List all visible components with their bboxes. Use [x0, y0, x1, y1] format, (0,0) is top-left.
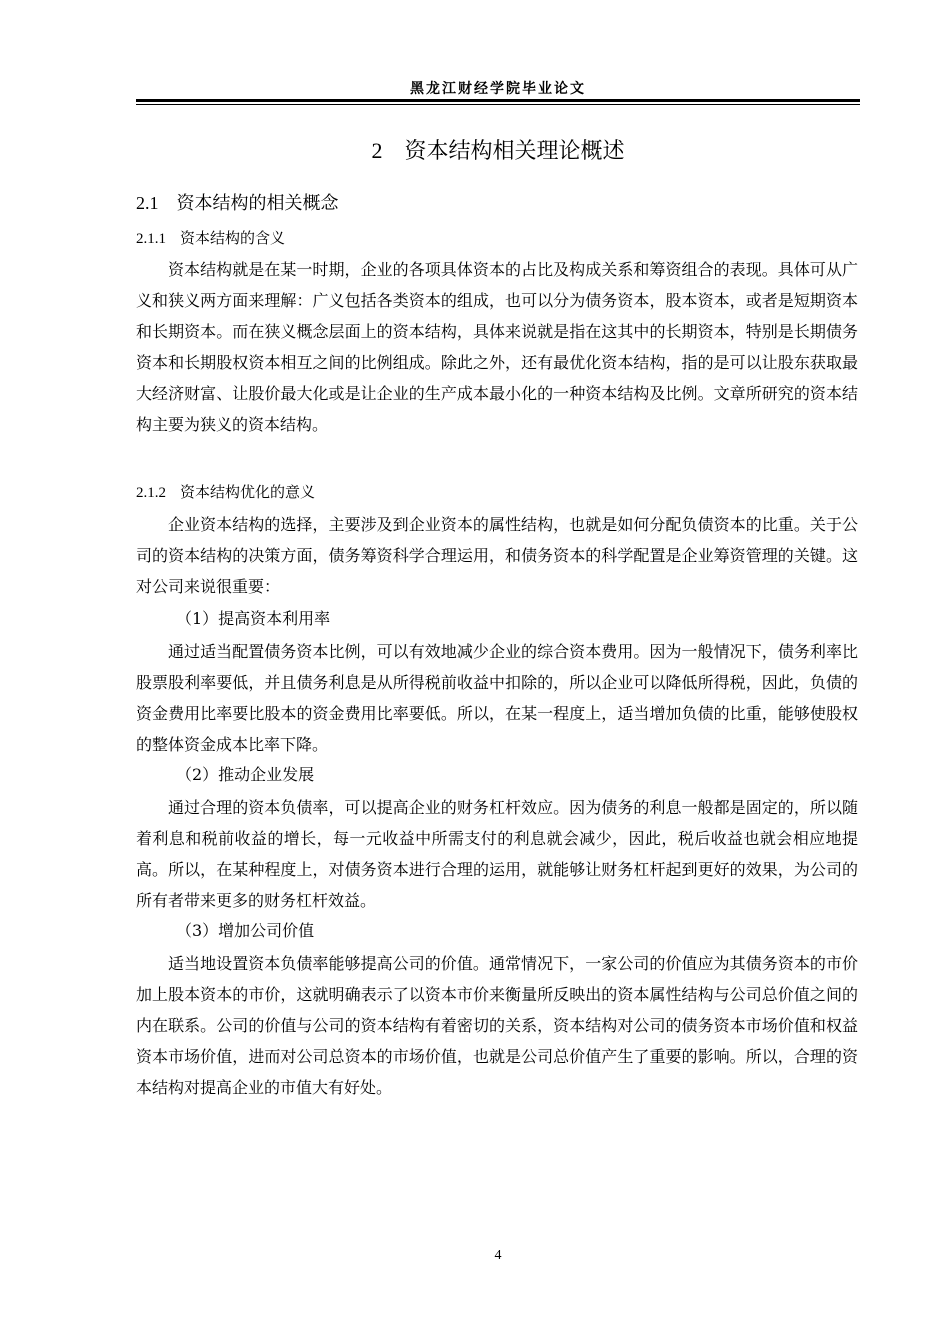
paragraph-optimization-intro: 企业资本结构的选择，主要涉及到企业资本的属性结构，也就是如何分配负债资本的比重。关于公司的资本结构的决策方面，债务筹资科学合理运用，和债务资本的科学配置是企业筹资管理的关键。这对公司来说很重要： [136, 515, 858, 596]
running-header: 黑龙江财经学院毕业论文 [410, 81, 586, 97]
subsection-title: 资本结构优化的意义 [180, 483, 316, 501]
section-title: 资本结构的相关概念 [176, 193, 339, 214]
chapter-title-text: 资本结构相关理论概述 [404, 139, 625, 164]
subsection-number: 2.1.2 [136, 485, 166, 501]
item-heading-3: （3）增加公司价值 [176, 921, 315, 940]
item-heading-2: （2）推动企业发展 [176, 765, 315, 784]
subsection-heading-2-1-2 [136, 481, 315, 502]
paragraph-item-2: 通过合理的资本负债率，可以提高企业的财务杠杆效应。因为债务的利息一般都是固定的，所以随着利息和税前收益的增长，每一元收益中所需支付的利息就会减少，因此，税后收益也就会相应地提高。所以，在某种程度上，对债务资本进行合理的运用，就能够让财务杠杆起到更好的效果，为公司的所有者带来更多的财务杠杆效益。 [136, 798, 858, 910]
subsection-number: 2.1.1 [136, 231, 166, 247]
chapter-title [136, 134, 860, 165]
paragraph-item-3: 适当地设置资本负债率能够提高公司的价值。通常情况下，一家公司的价值应为其债务资本的市价加上股本资本的市价，这就明确表示了以资本市价来衡量所反映出的资本属性结构与公司总价值之间的内在联系。公司的价值与公司的资本结构有着密切的关系，资本结构对公司的债务资本市场价值和权益资本市场价值，进而对公司总资本的市场价值，也就是公司总价值产生了重要的影响。所以，合理的资本结构对提高企业的市值大有好处。 [136, 954, 858, 1097]
section-number: 2.1 [136, 193, 159, 213]
paragraph-capital-structure-meaning: 资本结构就是在某一时期，企业的各项具体资本的占比及构成关系和筹资组合的表现。具体可从广义和狭义两方面来理解：广义包括各类资本的组成，也可以分为债务资本，股本资本，或者是短期资本和长期资本。而在狭义概念层面上的资本结构，具体来说就是指在这其中的长期资本，特别是长期债务资本和长期股权资本相互之间的比例组成。除此之外，还有最优化资本结构，指的是可以让股东获取最大经济财富、让股价最大化或是让企业的生产成本最小化的一种资本结构及比例。文章所研究的资本结构主要为狭义的资本结构。 [136, 260, 858, 434]
paragraph-item-1: 通过适当配置债务资本比例，可以有效地减少企业的综合资本费用。因为一般情况下，债务利率比股票股利率要低，并且债务利息是从所得税前收益中扣除的，所以企业可以降低所得税，因此，负债的资金费用比率要比股本的资金费用比率要低。所以，在某一程度上，适当增加负债的比重，能够使股权的整体资金成本比率下降。 [136, 642, 858, 754]
subsection-heading-2-1-1 [136, 227, 285, 248]
item-heading-1: （1）提高资本利用率 [176, 609, 331, 628]
header-rule-thick [136, 99, 860, 102]
page-number: 4 [494, 1248, 502, 1263]
subsection-title: 资本结构的含义 [180, 229, 286, 247]
section-heading-2-1 [136, 189, 339, 215]
chapter-number: 2 [371, 138, 383, 163]
header-rule-thin [136, 104, 860, 105]
